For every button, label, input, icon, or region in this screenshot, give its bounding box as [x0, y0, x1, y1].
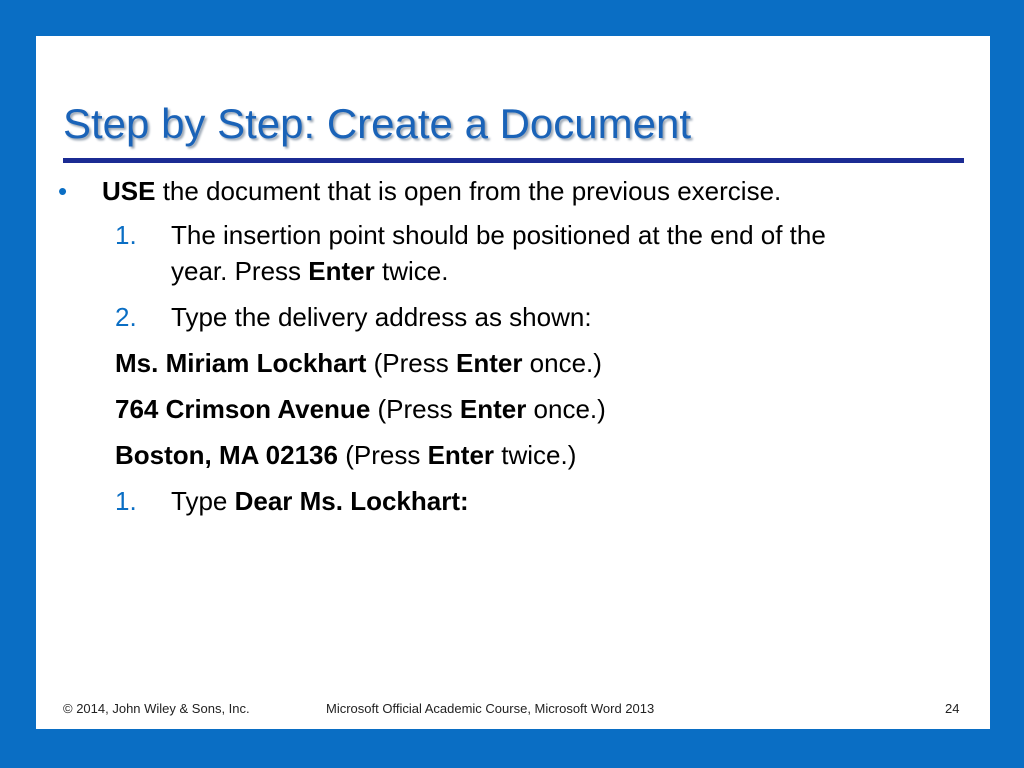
- address-line-1: [115, 344, 602, 382]
- address-line-2-bold: 764 Crimson Avenue: [115, 394, 371, 424]
- address-line-2-pre: (Press: [370, 394, 460, 424]
- step-3-number: 1.: [115, 486, 137, 516]
- address-line-2-post: once.): [526, 394, 606, 424]
- bullet-marker: •: [58, 176, 68, 206]
- address-line-1-post: once.): [522, 348, 602, 378]
- address-line-2: [115, 390, 606, 428]
- bullet-use-bold: USE: [102, 176, 156, 206]
- address-line-1-pre: (Press: [366, 348, 456, 378]
- step-3-bold: Dear Ms. Lockhart:: [234, 486, 469, 516]
- step-2-text: Type the delivery address as shown:: [171, 302, 592, 332]
- step-2-number: 2.: [115, 302, 137, 332]
- bullet-use: [102, 172, 781, 210]
- step-3-pre: Type: [171, 486, 235, 516]
- bullet-use-text: the document that is open from the previous exercise.: [155, 176, 782, 206]
- footer-course: Microsoft Official Academic Course, Microsoft Word 2013: [326, 701, 655, 716]
- footer-page-number: 24: [945, 701, 960, 716]
- address-line-3: [115, 436, 576, 474]
- address-line-1-key: Enter: [455, 348, 523, 378]
- step-1-line-2-pre: year. Press: [171, 256, 309, 286]
- step-1-enter: Enter: [308, 256, 375, 286]
- address-line-2-key: Enter: [459, 394, 527, 424]
- address-line-3-post: twice.): [494, 440, 577, 470]
- step-3-text: [171, 482, 469, 520]
- footer-copyright: © 2014, John Wiley & Sons, Inc.: [63, 701, 250, 716]
- step-1-number: 1.: [115, 220, 137, 250]
- title-divider: [63, 158, 964, 163]
- step-1-line-1: The insertion point should be positioned at the end of the: [171, 220, 826, 250]
- step-1-line-2-post: twice.: [374, 256, 449, 286]
- slide-title: Step by Step: Create a Document: [63, 100, 692, 147]
- address-line-3-pre: (Press: [337, 440, 428, 470]
- address-line-3-bold: Boston, MA 02136: [115, 440, 338, 470]
- address-line-1-bold: Ms. Miriam Lockhart: [115, 348, 367, 378]
- step-1-line-2: [171, 252, 448, 290]
- slide: [36, 36, 990, 729]
- address-line-3-key: Enter: [427, 440, 495, 470]
